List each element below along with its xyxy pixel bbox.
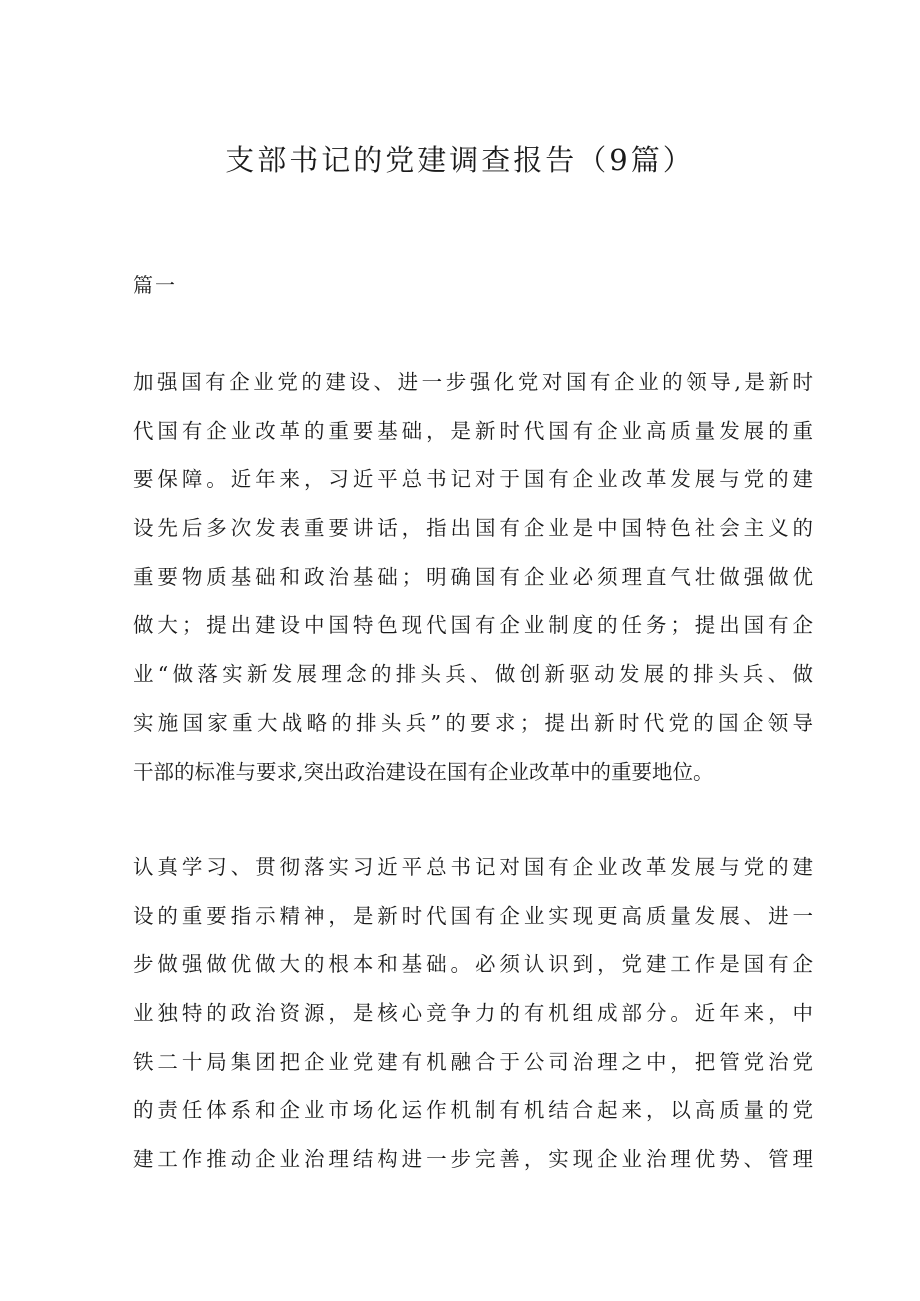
paragraph-line: 业“做落实新发展理念的排头兵、做创新驱动发展的排头兵、做: [133, 662, 813, 687]
paragraph-line: 要保障。近年来，习近平总书记对于国有企业改革发展与党的建: [133, 467, 813, 492]
paragraph-line: 加强国有企业党的建设、进一步强化党对国有企业的领导,是新时: [133, 370, 813, 394]
paragraph-line: 业独特的政治资源，是核心竞争力的有机组成部分。近年来，中: [133, 1001, 813, 1026]
paragraph-line: 重要物质基础和政治基础；明确国有企业必须理直气壮做强做优: [133, 564, 813, 589]
paragraph-line: 实施国家重大战略的排头兵”的要求；提出新时代党的国企领导: [133, 710, 813, 735]
paragraph-line: 建工作推动企业治理结构进一步完善，实现企业治理优势、管理: [133, 1147, 813, 1172]
paragraph-line: 代国有企业改革的重要基础，是新时代国有企业高质量发展的重: [133, 418, 813, 443]
paragraph-2: [133, 843, 813, 1184]
paragraph-line: 设先后多次发表重要讲话，指出国有企业是中国特色社会主义的: [133, 516, 813, 541]
document-title: 支部书记的党建调查报告（9篇）: [225, 143, 695, 177]
paragraph-line: 认真学习、贯彻落实习近平总书记对国有企业改革发展与党的建: [133, 855, 813, 879]
paragraph-line: 做大；提出建设中国特色现代国有企业制度的任务；提出国有企: [133, 613, 813, 638]
paragraph-line: 设的重要指示精神，是新时代国有企业实现更高质量发展、进一: [133, 903, 813, 928]
paragraph-line: 干部的标准与要求,突出政治建设在国有企业改革中的重要地位。: [133, 759, 714, 784]
paragraph-line: 铁二十局集团把企业党建有机融合于公司治理之中，把管党治党: [133, 1049, 813, 1074]
section-label: 篇一: [133, 273, 177, 297]
paragraph-line: 的责任体系和企业市场化运作机制有机结合起来，以高质量的党: [133, 1098, 813, 1123]
paragraph-line: 步做强做优做大的根本和基础。必须认识到，党建工作是国有企: [133, 952, 813, 977]
paragraph-1: [133, 358, 813, 796]
